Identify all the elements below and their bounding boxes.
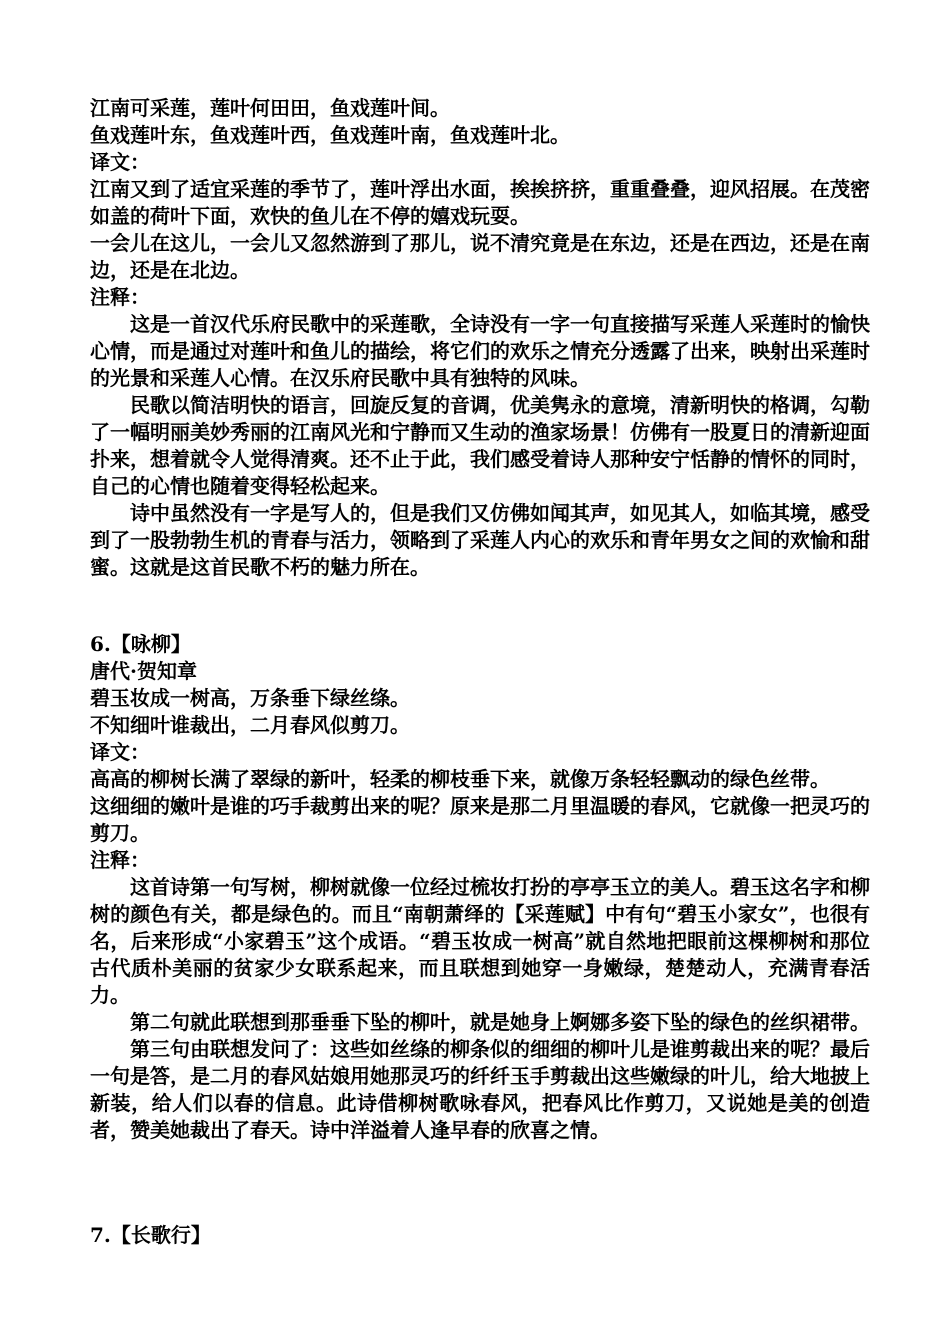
translation-paragraph: 高高的柳树长满了翠绿的新叶，轻柔的柳枝垂下来，就像万条轻轻飘动的绿色丝带。 bbox=[90, 767, 830, 791]
section-spacer bbox=[90, 581, 870, 631]
translation-label: 译文： bbox=[90, 150, 150, 174]
notes-label: 注释： bbox=[90, 848, 150, 872]
section-changgexing bbox=[90, 1222, 870, 1249]
translation-paragraph: 这细细的嫩叶是谁的巧手裁剪出来的呢？原来是那二月里温暖的春风，它就像一把灵巧的剪刀。 bbox=[90, 794, 870, 845]
section-jiangnan bbox=[90, 95, 870, 581]
document-page bbox=[90, 95, 870, 1249]
notes-paragraph: 诗中虽然没有一字是写人的，但是我们又仿佛如闻其声，如见其人，如临其境，感受到了一股勃勃生机的青春与活力，领略到了采莲人内心的欢乐和青年男女之间的欢愉和甜蜜。这就是这首民歌不朽的魅力所在。 bbox=[90, 501, 870, 579]
poem-line: 鱼戏莲叶东，鱼戏莲叶西，鱼戏莲叶南，鱼戏莲叶北。 bbox=[90, 123, 570, 147]
notes-paragraph: 这是一首汉代乐府民歌中的采莲歌，全诗没有一字一句直接描写采莲人采莲时的愉快心情，而是通过对莲叶和鱼儿的描绘，将它们的欢乐之情充分透露了出来，映射出采莲时的光景和采莲人心情。在汉乐府民歌中具有独特的风味。 bbox=[90, 312, 870, 390]
translation-label: 译文： bbox=[90, 740, 150, 764]
poem-line: 江南可采莲，莲叶何田田，鱼戏莲叶间。 bbox=[90, 96, 450, 120]
poem-line: 碧玉妆成一树高，万条垂下绿丝绦。 bbox=[90, 686, 410, 710]
section-heading: 7.【长歌行】 bbox=[90, 1223, 211, 1247]
section-heading: 6.【咏柳】 bbox=[90, 632, 191, 656]
translation-paragraph: 江南又到了适宜采莲的季节了，莲叶浮出水面，挨挨挤挤，重重叠叠，迎风招展。在茂密如盖的荷叶下面，欢快的鱼儿在不停的嬉戏玩耍。 bbox=[90, 177, 870, 228]
notes-paragraph: 第二句就此联想到那垂垂下坠的柳叶，就是她身上婀娜多姿下坠的绿色的丝织裙带。 bbox=[130, 1010, 870, 1034]
poem-line: 不知细叶谁裁出，二月春风似剪刀。 bbox=[90, 713, 410, 737]
notes-paragraph: 第三句由联想发问了：这些如丝绦的柳条似的细细的柳叶儿是谁剪裁出来的呢？最后一句是答，是二月的春风姑娘用她那灵巧的纤纤玉手剪裁出这些嫩绿的叶儿，给大地披上新装，给人们以春的信息。此诗借柳树歌咏春风，把春风比作剪刀，又说她是美的创造者，赞美她裁出了春天。诗中洋溢着人逢早春的欣喜之情。 bbox=[90, 1037, 870, 1142]
notes-label: 注释： bbox=[90, 285, 150, 309]
section-spacer bbox=[90, 1144, 870, 1222]
section-yongliu bbox=[90, 631, 870, 1144]
notes-paragraph: 这首诗第一句写树，柳树就像一位经过梳妆打扮的亭亭玉立的美人。碧玉这名字和柳树的颜色有关，都是绿色的。而且“南朝萧绎的【采莲赋】中有句“碧玉小家女”，也很有名，后来形成“小家碧玉”这个成语。“碧玉妆成一树高”就自然地把眼前这棵柳树和那位古代质朴美丽的贫家少女联系起来，而且联想到她穿一身嫩绿，楚楚动人，充满青春活力。 bbox=[90, 875, 870, 1007]
notes-paragraph: 民歌以简洁明快的语言，回旋反复的音调，优美隽永的意境，清新明快的格调，勾勒了一幅明丽美妙秀丽的江南风光和宁静而又生动的渔家场景！仿佛有一股夏日的清新迎面扑来，想着就令人觉得清爽。还不止于此，我们感受着诗人那种安宁恬静的情怀的同时，自己的心情也随着变得轻松起来。 bbox=[90, 393, 870, 498]
poem-author: 唐代·贺知章 bbox=[90, 659, 197, 683]
translation-paragraph: 一会儿在这儿，一会儿又忽然游到了那儿，说不清究竟是在东边，还是在西边，还是在南边，还是在北边。 bbox=[90, 231, 870, 282]
